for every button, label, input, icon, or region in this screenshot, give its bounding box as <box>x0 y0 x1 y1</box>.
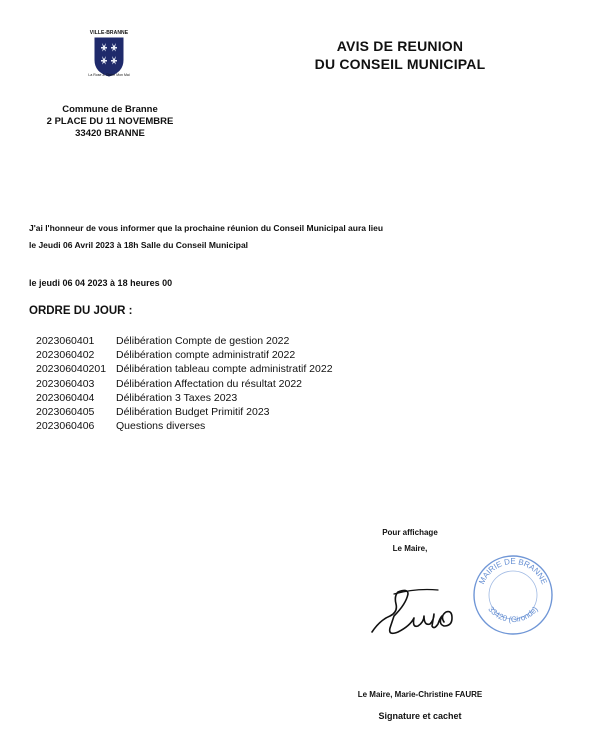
logo-motto: La Rose & Chère Mon Mai <box>88 73 130 77</box>
agenda-item-code: 2023060406 <box>36 420 95 433</box>
agenda-item <box>36 377 333 391</box>
agenda-item <box>36 362 333 376</box>
address-line-1: Commune de Branne <box>62 104 158 115</box>
signature-label: Signature et cachet <box>378 711 462 721</box>
agenda-item <box>36 419 333 433</box>
agenda-item <box>36 348 333 362</box>
agenda-item <box>36 334 333 348</box>
address-line-2: 2 PLACE DU 11 NOVEMBRE <box>46 116 174 127</box>
agenda-item-label: Délibération Compte de gestion 2022 <box>116 335 290 347</box>
stamp-bottom-text: 33420 (Gironde) <box>486 604 540 625</box>
intro-line-2: le Jeudi 06 Avril 2023 à 18h Salle du Conseil Municipal <box>29 240 249 250</box>
title-line-2: DU CONSEIL MUNICIPAL <box>314 56 486 72</box>
agenda-item <box>36 405 333 419</box>
agenda-item-code: 2023060404 <box>36 391 95 404</box>
svg-text:33420 (Gironde) <box>486 605 540 625</box>
agenda-item-label: Délibération Budget Primitif 2023 <box>116 406 270 419</box>
agenda-item-code: 2023060402 <box>36 349 95 362</box>
agenda-item-code: 2023060405 <box>36 406 95 419</box>
agenda-item-label: Délibération 3 Taxes 2023 <box>116 391 238 404</box>
meeting-date-line: le jeudi 06 04 2023 à 18 heures 00 <box>29 278 173 288</box>
pour-affichage-label: Pour affichage <box>382 528 438 537</box>
agenda-list <box>36 334 333 433</box>
agenda-item-code: 2023060401 <box>36 335 95 347</box>
le-maire-label: Le Maire, <box>392 544 428 553</box>
agenda-item-label: Délibération Affectation du résultat 2022 <box>116 377 303 390</box>
agenda-item-code: 202306040201 <box>36 363 107 376</box>
handwritten-signature <box>368 582 468 642</box>
agenda-item <box>36 391 333 405</box>
stamp-top-text: MAIRIE DE BRANNE <box>477 557 549 586</box>
address-line-3: 33420 BRANNE <box>75 128 145 139</box>
agenda-item-code: 2023060403 <box>36 377 95 390</box>
posting-note <box>350 525 470 557</box>
title-line-1: AVIS DE REUNION <box>336 38 464 54</box>
agenda-item-label: Délibération tableau compte administratif 2022 <box>116 363 333 376</box>
agenda-item-label: Délibération compte administratif 2022 <box>116 349 296 362</box>
mairie-stamp <box>470 552 556 638</box>
logo-top-text: VILLE-BRANNE <box>89 30 129 36</box>
agenda-item-label: Questions diverses <box>116 420 206 433</box>
mayor-name: Le Maire, Marie-Christine FAURE <box>357 690 483 699</box>
page-title <box>270 37 530 73</box>
intro-line-1: J'ai l'honneur de vous informer que la prochaine réunion du Conseil Municipal aura lieu <box>29 223 384 233</box>
agenda-title: ORDRE DU JOUR : <box>29 305 133 317</box>
commune-address <box>30 104 190 140</box>
